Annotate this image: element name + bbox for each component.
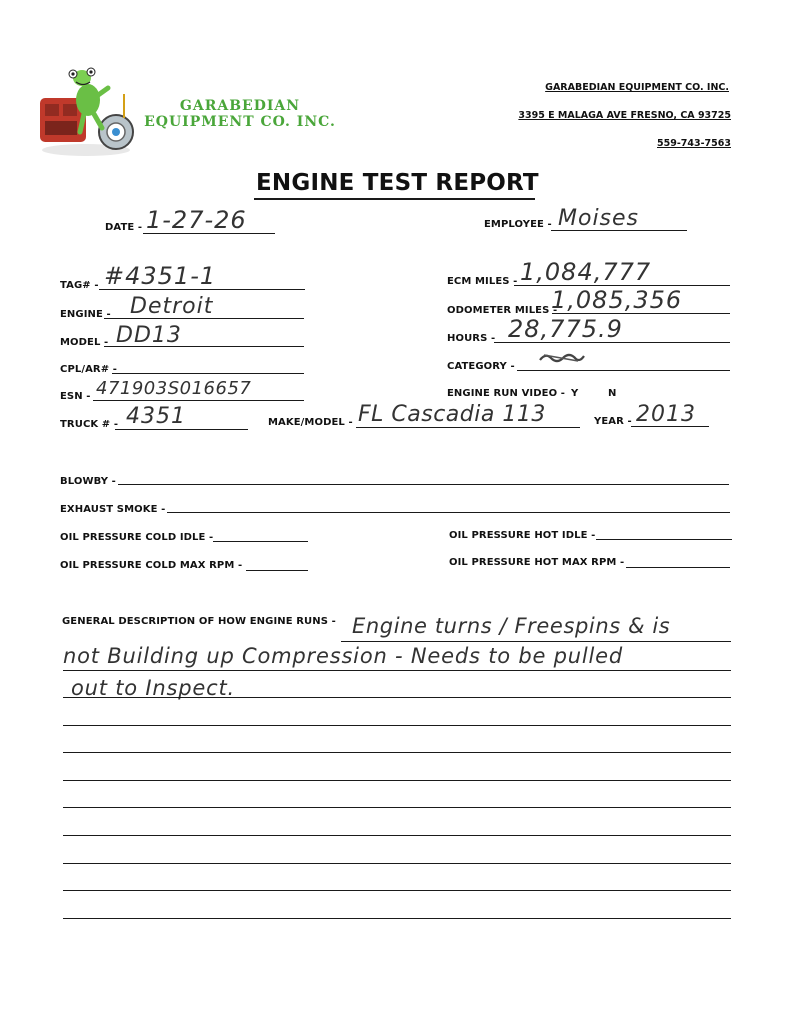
oil-pressure-hot-max-rpm-line bbox=[626, 567, 730, 568]
description-rule bbox=[63, 780, 731, 781]
category-scribble-mark bbox=[538, 351, 586, 365]
hours-value: 28,775.9 bbox=[508, 315, 623, 343]
oil-pressure-hot-max-rpm-label: OIL PRESSURE HOT MAX RPM - bbox=[449, 557, 625, 568]
company-logo bbox=[36, 66, 136, 158]
truck-value: 4351 bbox=[126, 404, 186, 429]
description-rule bbox=[63, 890, 731, 891]
frog-engine-logo-icon bbox=[36, 66, 136, 158]
company-name: GARABEDIAN EQUIPMENT CO. INC. bbox=[545, 82, 729, 93]
company-logo-line2: EQUIPMENT CO. INC. bbox=[144, 114, 336, 130]
year-value: 2013 bbox=[636, 402, 696, 427]
description-line-2: not Building up Compression - Needs to be pulled bbox=[63, 644, 624, 668]
blowby-line bbox=[118, 484, 729, 485]
description-rule bbox=[63, 752, 731, 753]
engine-run-video-yes[interactable]: Y bbox=[571, 388, 579, 399]
make-model-label: MAKE/MODEL - bbox=[268, 417, 353, 428]
employee-label: EMPLOYEE - bbox=[484, 219, 552, 230]
tag-label: TAG# - bbox=[60, 280, 99, 291]
year-label: YEAR - bbox=[594, 416, 632, 427]
description-rule bbox=[63, 725, 731, 726]
report-title: ENGINE TEST REPORT bbox=[256, 170, 539, 196]
oil-pressure-cold-max-rpm-label: OIL PRESSURE COLD MAX RPM - bbox=[60, 560, 243, 571]
description-rule bbox=[63, 807, 731, 808]
engine-value: Detroit bbox=[130, 294, 214, 319]
ecm-miles-label: ECM MILES - bbox=[447, 276, 518, 287]
esn-value: 471903S016657 bbox=[96, 378, 252, 399]
description-rule bbox=[63, 835, 731, 836]
truck-line bbox=[115, 429, 248, 430]
category-label: CATEGORY - bbox=[447, 361, 515, 372]
esn-label: ESN - bbox=[60, 391, 91, 402]
cpl-line bbox=[112, 373, 304, 374]
description-rule bbox=[63, 670, 731, 671]
esn-line bbox=[93, 400, 304, 401]
blowby-label: BLOWBY - bbox=[60, 476, 116, 487]
company-logo-line1: GARABEDIAN bbox=[179, 98, 301, 114]
cpl-label: CPL/AR# - bbox=[60, 364, 118, 375]
model-label: MODEL - bbox=[60, 337, 109, 348]
company-address: 3395 E MALAGA AVE FRESNO, CA 93725 bbox=[518, 110, 731, 121]
general-description-label: GENERAL DESCRIPTION OF HOW ENGINE RUNS - bbox=[62, 616, 336, 627]
odometer-label: ODOMETER MILES - bbox=[447, 305, 558, 316]
odometer-value: 1,085,356 bbox=[551, 286, 683, 314]
oil-pressure-hot-idle-line bbox=[596, 539, 732, 540]
engine-label: ENGINE - bbox=[60, 309, 111, 320]
engine-run-video-no[interactable]: N bbox=[608, 388, 617, 399]
oil-pressure-cold-max-rpm-line bbox=[246, 570, 308, 571]
title-underline bbox=[254, 198, 535, 200]
oil-pressure-hot-idle-label: OIL PRESSURE HOT IDLE - bbox=[449, 530, 596, 541]
date-label: DATE - bbox=[105, 222, 143, 233]
ecm-miles-value: 1,084,777 bbox=[520, 258, 652, 286]
oil-pressure-cold-idle-line bbox=[213, 541, 308, 542]
scribble-icon bbox=[538, 351, 586, 365]
oil-pressure-cold-idle-label: OIL PRESSURE COLD IDLE - bbox=[60, 532, 214, 543]
company-phone: 559-743-7563 bbox=[657, 138, 731, 149]
description-line-3: out to Inspect. bbox=[71, 676, 235, 700]
description-rule bbox=[63, 918, 731, 919]
employee-value: Moises bbox=[558, 206, 640, 231]
make-model-value: FL Cascadia 113 bbox=[358, 402, 546, 427]
exhaust-smoke-label: EXHAUST SMOKE - bbox=[60, 504, 166, 515]
engine-run-video-label: ENGINE RUN VIDEO - bbox=[447, 388, 566, 399]
description-rule bbox=[63, 697, 731, 698]
truck-label: TRUCK # - bbox=[60, 419, 119, 430]
make-model-line bbox=[356, 427, 580, 428]
company-logo-text bbox=[144, 98, 336, 130]
category-line bbox=[517, 370, 730, 371]
exhaust-smoke-line bbox=[167, 512, 730, 513]
general-description-line-0 bbox=[341, 641, 731, 642]
model-value: DD13 bbox=[116, 323, 182, 348]
description-rule bbox=[63, 863, 731, 864]
date-value: 1-27-26 bbox=[146, 206, 247, 234]
hours-label: HOURS - bbox=[447, 333, 496, 344]
description-line-1: Engine turns / Freespins & is bbox=[352, 614, 671, 638]
tag-value: #4351-1 bbox=[104, 262, 217, 290]
